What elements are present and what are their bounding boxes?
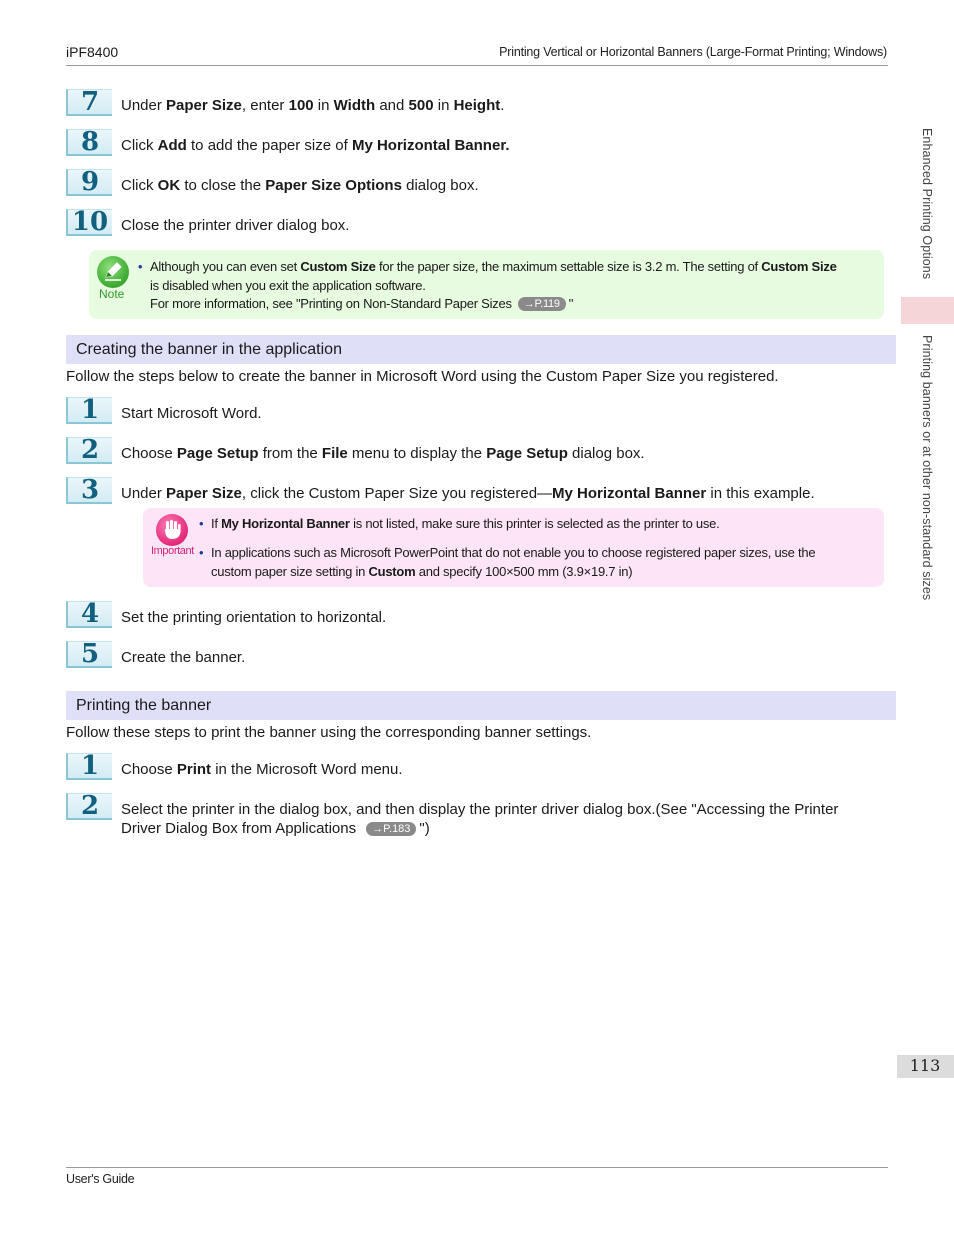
pencil-icon	[97, 256, 129, 288]
step-5	[66, 641, 888, 669]
step-10	[66, 209, 888, 237]
step-1	[66, 753, 888, 781]
important-bullet-2: • In applications such as Microsoft PowerPoint that do not enable you to choose registered paper sizes, use the custom paper size setting in Custom and specify 100×500 mm (3.9×19.7 in)	[199, 545, 816, 579]
step-4	[66, 601, 888, 629]
step-number-badge: 8	[66, 129, 112, 156]
section-intro: Follow these steps to print the banner using the corresponding banner settings.	[66, 724, 592, 741]
note-bullet: • Although you can even set Custom Size for the paper size, the maximum settable size is 3.2 m. The setting of Custom Size is disabled when you exit the application software. For more information, see "Printing on Non-Standard Paper Sizes →P.119 "	[138, 259, 837, 311]
step-number-badge: 4	[66, 601, 112, 628]
note-label: Note	[99, 287, 125, 301]
step-2	[66, 793, 888, 839]
step-number-badge: 1	[66, 753, 112, 780]
step-number-badge: 2	[66, 793, 112, 820]
section-heading: Creating the banner in the application	[66, 335, 896, 364]
step-8	[66, 129, 888, 157]
important-label: Important	[151, 545, 194, 557]
step-text: Choose Page Setup from the File menu to display the Page Setup dialog box.	[121, 445, 645, 462]
step-text: Under Paper Size, enter 100 in Width and 500 in Height.	[121, 97, 505, 114]
note-callout	[89, 250, 884, 319]
section-heading: Printing the banner	[66, 691, 896, 720]
step-text: Close the printer driver dialog box.	[121, 217, 350, 234]
step-2	[66, 437, 888, 465]
important-callout	[143, 508, 884, 587]
step-text: Create the banner.	[121, 649, 246, 666]
step-1	[66, 397, 888, 425]
step-7	[66, 89, 888, 117]
footer-label: User's Guide	[66, 1172, 135, 1186]
sidebar-chapter: Enhanced Printing Options	[920, 128, 934, 280]
step-number-badge: 2	[66, 437, 112, 464]
page-number: 113	[897, 1055, 954, 1078]
step-number-badge: 9	[66, 169, 112, 196]
footer-divider	[66, 1167, 888, 1168]
page-reference-link[interactable]: →P.119	[518, 297, 566, 311]
section-intro: Follow the steps below to create the banner in Microsoft Word using the Custom Paper Size you registered.	[66, 368, 779, 385]
important-bullet-1: • If My Horizontal Banner is not listed, make sure this printer is selected as the printer to use.	[199, 516, 720, 531]
step-text: Start Microsoft Word.	[121, 405, 262, 422]
step-text: Select the printer in the dialog box, and then display the printer driver dialog box.(See "Accessing the Printer Driver Dialog Box from Applications →P.183 ")	[121, 801, 839, 837]
step-text: Set the printing orientation to horizontal.	[121, 609, 387, 626]
step-number-badge: 1	[66, 397, 112, 424]
page-reference-link[interactable]: →P.183	[366, 822, 416, 836]
sidebar-section: Printing banners or at other non-standard sizes	[920, 335, 934, 601]
step-text: Choose Print in the Microsoft Word menu.	[121, 761, 403, 778]
step-text: Click Add to add the paper size of My Horizontal Banner.	[121, 137, 510, 154]
step-number-badge: 3	[66, 477, 112, 504]
step-text: Click OK to close the Paper Size Options dialog box.	[121, 177, 479, 194]
header-chapter-title: Printing Vertical or Horizontal Banners (Large-Format Printing; Windows)	[499, 45, 887, 59]
header-model: iPF8400	[66, 44, 119, 60]
header-divider	[66, 65, 888, 66]
step-3	[66, 477, 888, 505]
step-number-badge: 5	[66, 641, 112, 668]
sidebar-tab-marker	[901, 297, 954, 324]
hand-stop-icon	[156, 514, 188, 546]
step-number-badge: 7	[66, 89, 112, 116]
step-9	[66, 169, 888, 197]
step-number-badge: 10	[66, 209, 112, 236]
step-text: Under Paper Size, click the Custom Paper Size you registered—My Horizontal Banner in this example.	[121, 485, 815, 502]
